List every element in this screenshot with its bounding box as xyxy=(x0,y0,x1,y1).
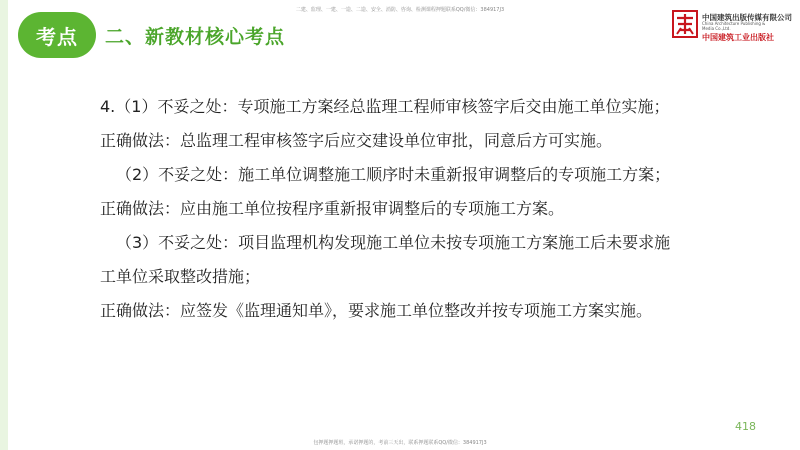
topic-badge xyxy=(18,12,96,58)
publisher-name-en xyxy=(702,22,765,31)
bottom-notice: 包押题押题班，承诺押题的，考前三天出，联系押题联系QQ/微信：384917J3 xyxy=(313,440,487,446)
answer-line: （2）不妥之处：施工单位调整施工顺序时未重新报审调整后的专项施工方案； xyxy=(116,165,671,184)
left-accent-bar xyxy=(0,0,8,450)
publisher-name-en-line1: China Architecture Publishing & xyxy=(702,21,766,26)
publisher-calligraphy: 中国建筑工业出版社 xyxy=(702,32,774,42)
answer-line: 4.（1）不妥之处：专项施工方案经总监理工程师审核签字后交由施工单位实施； xyxy=(100,97,670,116)
publisher-logo-block xyxy=(672,10,792,42)
answer-line: 正确做法：应签发《监理通知单》，要求施工单位整改并按专项施工方案实施。 xyxy=(100,301,653,320)
publisher-name-cn: 中国建筑出版传媒有限公司 xyxy=(702,13,792,22)
answer-line: 工单位采取整改措施； xyxy=(100,267,261,286)
answer-line: 正确做法：总监理工程审核签字后应交建设单位审批，同意后方可实施。 xyxy=(100,131,613,150)
answer-line: 正确做法：应由施工单位按程序重新报审调整后的专项施工方案。 xyxy=(100,199,565,218)
answer-content xyxy=(100,90,780,328)
section-title: 二、新教材核心考点 xyxy=(105,26,286,48)
topic-badge-label: 考点 xyxy=(36,24,78,49)
publisher-logo-icon xyxy=(672,10,698,38)
top-notice: 二建、监理、一建、一造、二造、安全、消防、咨询、检测课程押题联系QQ/微信：384917J3 xyxy=(295,7,505,13)
answer-line: （3）不妥之处：项目监理机构发现施工单位未按专项施工方案施工后未要求施 xyxy=(116,233,671,252)
publisher-name-en-line2: Media Co.,Ltd. xyxy=(702,25,731,31)
page-number: 418 xyxy=(735,420,756,433)
